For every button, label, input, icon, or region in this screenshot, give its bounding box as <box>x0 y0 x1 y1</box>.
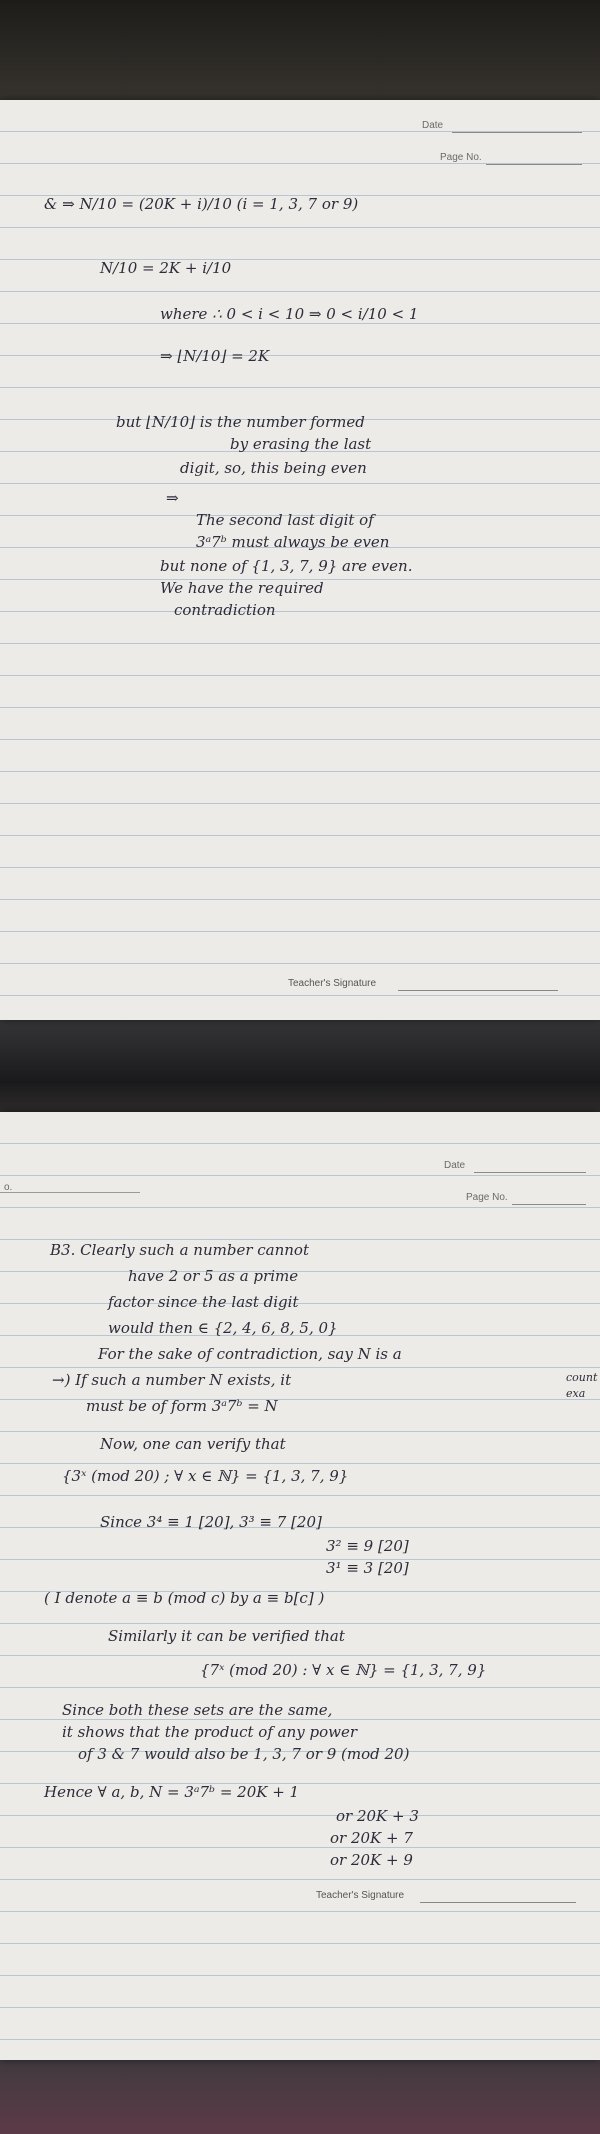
solution-line: contradiction <box>174 601 276 619</box>
solution-line: by erasing the last <box>230 435 372 453</box>
solution-line: Now, one can verify that <box>100 1435 286 1453</box>
page-no-line <box>512 1204 586 1205</box>
teachers-signature-line <box>420 1902 576 1903</box>
side-note: exa <box>566 1387 586 1400</box>
solution-line: B3. Clearly such a number cannot <box>50 1241 309 1259</box>
solution-line: We have the required <box>160 579 324 597</box>
solution-line: For the sake of contradiction, say N is a <box>98 1345 402 1363</box>
solution-line: ⇒ ⌊N/10⌋ = 2K <box>160 347 270 365</box>
solution-line: but none of {1, 3, 7, 9} are even. <box>160 557 413 575</box>
solution-line: have 2 or 5 as a prime <box>128 1267 299 1285</box>
solution-line: must be of form 3ᵃ7ᵇ = N <box>86 1397 278 1415</box>
solution-line: or 20K + 3 <box>336 1807 419 1825</box>
left-margin-line <box>0 1192 140 1193</box>
solution-line: or 20K + 7 <box>330 1829 413 1847</box>
date-label: Date <box>444 1160 466 1171</box>
notebook-page-2 <box>0 1112 600 2060</box>
teachers-signature-label: Teacher's Signature <box>316 1890 405 1901</box>
solution-line: digit, so, this being even <box>180 459 367 477</box>
teachers-signature-label: Teacher's Signature <box>288 978 377 989</box>
solution-line: Since both these sets are the same, <box>62 1701 333 1719</box>
solution-line: {7ˣ (mod 20) : ∀ x ∈ ℕ} = {1, 3, 7, 9} <box>200 1661 487 1679</box>
solution-line: & ⇒ N/10 = (20K + i)/10 (i = 1, 3, 7 or 9) <box>44 195 359 213</box>
teachers-signature-line <box>398 990 558 991</box>
page-no-label: Page No. <box>466 1192 508 1203</box>
solution-line: 3ᵃ7ᵇ must always be even <box>196 533 390 551</box>
solution-line: →) If such a number N exists, it <box>52 1371 292 1389</box>
date-label: Date <box>422 120 444 131</box>
solution-line: factor since the last digit <box>108 1293 299 1311</box>
solution-line: The second last digit of <box>196 511 374 529</box>
solution-line: Since 3⁴ ≡ 1 [20], 3³ ≡ 7 [20] <box>100 1513 322 1531</box>
solution-line: {3ˣ (mod 20) ; ∀ x ∈ ℕ} = {1, 3, 7, 9} <box>62 1467 349 1485</box>
solution-line: where ∴ 0 < i < 10 ⇒ 0 < i/10 < 1 <box>160 305 419 323</box>
date-line <box>474 1172 586 1173</box>
solution-line: 3² ≡ 9 [20] <box>326 1537 409 1555</box>
solution-line: or 20K + 9 <box>330 1851 413 1869</box>
side-note: count <box>566 1371 598 1384</box>
solution-line: N/10 = 2K + i/10 <box>100 259 232 277</box>
page-no-label: Page No. <box>440 152 482 163</box>
solution-line: ( I denote a ≡ b (mod c) by a ≡ b[c] ) <box>44 1589 325 1607</box>
solution-line: but ⌊N/10⌋ is the number formed <box>116 413 365 431</box>
solution-line: it shows that the product of any power <box>62 1723 358 1741</box>
date-line <box>452 132 582 133</box>
solution-line: Hence ∀ a, b, N = 3ᵃ7ᵇ = 20K + 1 <box>44 1783 300 1801</box>
solution-line: ⇒ <box>166 489 179 507</box>
solution-line: 3¹ ≡ 3 [20] <box>326 1559 409 1577</box>
solution-line: Similarly it can be verified that <box>108 1627 345 1645</box>
solution-line: of 3 & 7 would also be 1, 3, 7 or 9 (mod 20) <box>78 1745 410 1763</box>
left-margin-mark: o. <box>4 1182 13 1193</box>
solution-line: would then ∈ {2, 4, 6, 8, 5, 0} <box>108 1319 338 1337</box>
notebook-page-1 <box>0 100 600 1020</box>
page-no-line <box>486 164 582 165</box>
